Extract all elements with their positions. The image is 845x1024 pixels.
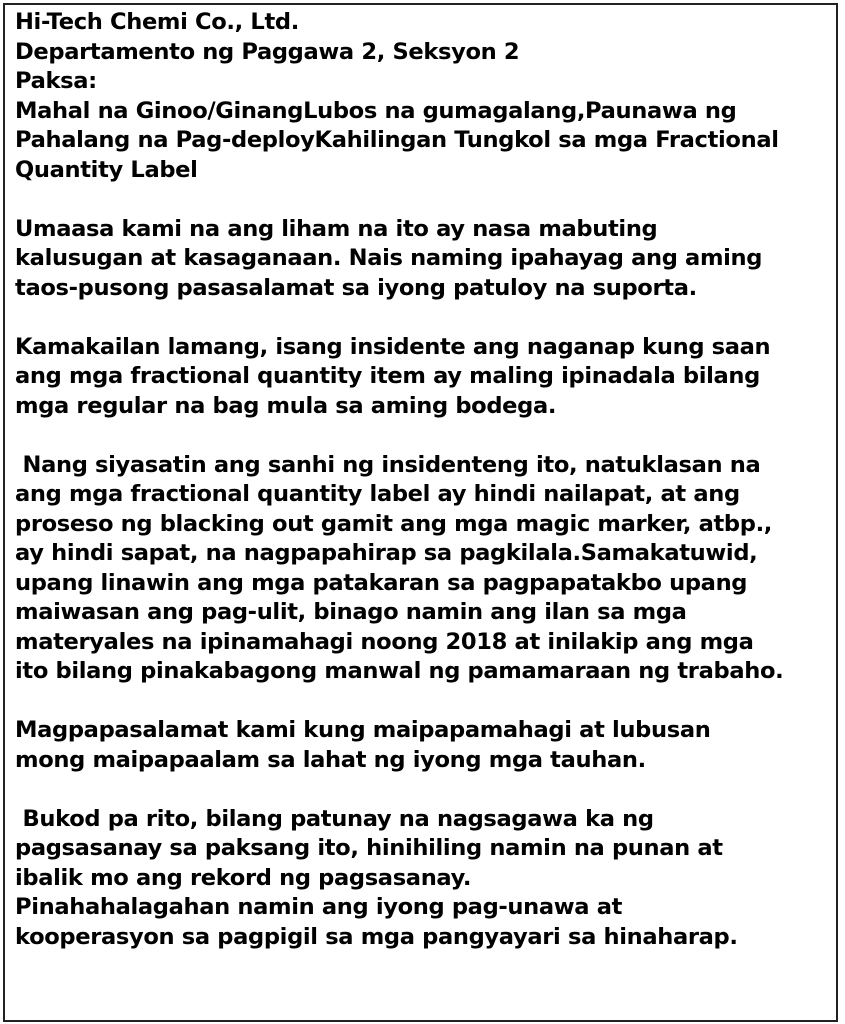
paragraph-line: ito bilang pinakabagong manwal ng pamamaraan ng trabaho. bbox=[15, 658, 784, 684]
paragraph-line: Umaasa kami na ang liham na ito ay nasa mabuting bbox=[15, 215, 658, 242]
paragraph-line: kalusugan at kasaganaan. Nais naming ipahayag ang aming bbox=[15, 245, 763, 271]
paragraph-line: mga regular na bag mula sa aming bodega. bbox=[15, 392, 557, 419]
paragraph-gap bbox=[15, 303, 835, 333]
paragraph-incident bbox=[15, 333, 835, 422]
paragraph-line: ay hindi sapat, na nagpapahirap sa pagkilala.Samakatuwid, bbox=[15, 540, 758, 566]
paragraph-line: kooperasyon sa pagpigil sa mga pangyayari sa hinaharap. bbox=[15, 923, 738, 950]
paragraph-line: Kamakailan lamang, isang insidente ang naganap kung saan bbox=[15, 333, 771, 360]
paragraph-gap bbox=[15, 185, 835, 215]
paragraph-line: Magpapasalamat kami kung maipapamahagi at lubusan bbox=[15, 717, 711, 743]
department-name: Departamento ng Paggawa 2, Seksyon 2 bbox=[15, 38, 520, 65]
paragraph-line: materyales na ipinamahagi noong 2018 at inilakip ang mga bbox=[15, 628, 754, 655]
paragraph-line: maiwasan ang pag-ulit, binago namin ang ilan sa mga bbox=[15, 599, 687, 625]
paragraph-investigation bbox=[15, 451, 835, 687]
paragraph-gap bbox=[15, 687, 835, 717]
subject-label: Paksa: bbox=[15, 68, 97, 94]
paragraph-training bbox=[15, 805, 835, 953]
paragraph-line: ang mga fractional quantity label ay hindi nailapat, at ang bbox=[15, 481, 740, 507]
paragraph-line: Pinahahalagahan namin ang iyong pag-unawa at bbox=[15, 894, 623, 920]
paragraph-line: pagsasanay sa paksang ito, hinihiling namin na punan at bbox=[15, 835, 723, 861]
paragraph-greeting bbox=[15, 215, 835, 304]
subject-line: Pahalang na Pag-deployKahilingan Tungkol sa mga Fractional bbox=[15, 127, 779, 153]
paragraph-line: proseso ng blacking out gamit ang mga magic marker, atbp., bbox=[15, 510, 773, 537]
paragraph-line: taos-pusong pasasalamat sa iyong patuloy na suporta. bbox=[15, 274, 697, 301]
paragraph-gap bbox=[15, 775, 835, 805]
paragraph-gap bbox=[15, 421, 835, 451]
paragraph-line: Bukod pa rito, bilang patunay na nagsagawa ka ng bbox=[15, 805, 654, 832]
paragraph-line: upang linawin ang mga patakaran sa pagpapatakbo upang bbox=[15, 569, 748, 596]
paragraph-line: Nang siyasatin ang sanhi ng insidenteng ito, natuklasan na bbox=[15, 451, 761, 478]
subject-line: Mahal na Ginoo/GinangLubos na gumagalang,Paunawa ng bbox=[15, 97, 737, 124]
subject-line: Quantity Label bbox=[15, 156, 198, 183]
paragraph-line: ang mga fractional quantity item ay maling ipinadala bilang bbox=[15, 363, 760, 389]
company-name: Hi-Tech Chemi Co., Ltd. bbox=[15, 9, 299, 35]
paragraph-line: mong maipapaalam sa lahat ng iyong mga tauhan. bbox=[15, 746, 646, 773]
letter-body bbox=[15, 8, 835, 952]
paragraph-request bbox=[15, 716, 835, 775]
paragraph-line: ibalik mo ang rekord ng pagsasanay. bbox=[15, 864, 472, 891]
